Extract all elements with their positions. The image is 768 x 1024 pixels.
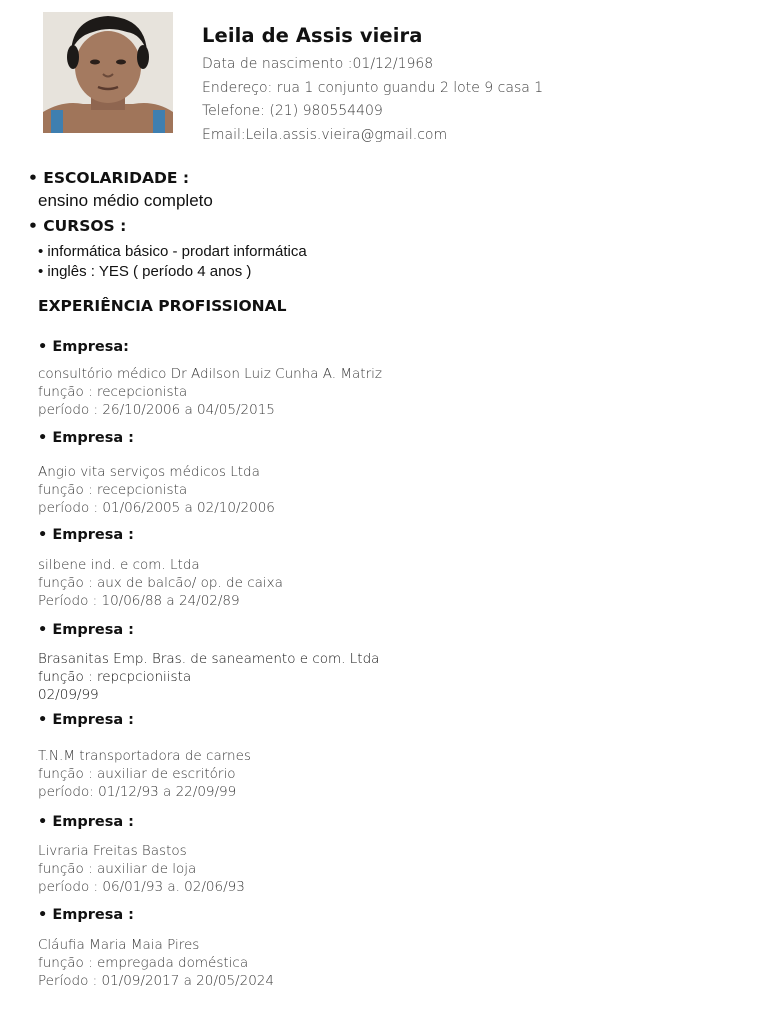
job-company: Livraria Freitas Bastos bbox=[38, 843, 187, 859]
job-period: período: 01/12/93 a 22/09/99 bbox=[38, 784, 237, 800]
job-label: • Empresa : bbox=[38, 814, 134, 830]
job-label: • Empresa : bbox=[38, 907, 134, 923]
person-name: Leila de Assis vieira bbox=[202, 24, 423, 47]
contact-header bbox=[202, 24, 543, 147]
job-period: Período : 01/09/2017 a 20/05/2024 bbox=[38, 973, 274, 989]
courses-heading: • CURSOS : bbox=[28, 217, 127, 235]
course-item: • informática básico - prodart informática bbox=[38, 243, 307, 260]
education-value: ensino médio completo bbox=[38, 191, 213, 210]
job-label: • Empresa: bbox=[38, 339, 129, 355]
experience-heading: EXPERIÊNCIA PROFISSIONAL bbox=[38, 297, 287, 315]
job-company: Angio vita serviços médicos Ltda bbox=[38, 464, 260, 480]
course-item: • inglês : YES ( período 4 anos ) bbox=[38, 263, 252, 280]
job-role: função : recepcionista bbox=[38, 384, 188, 400]
job-entry bbox=[38, 556, 283, 610]
job-entry bbox=[38, 936, 274, 990]
job-period: 02/09/99 bbox=[38, 687, 99, 703]
job-label: • Empresa : bbox=[38, 622, 134, 638]
job-company: consultório médico Dr Adilson Luiz Cunha A. Matriz bbox=[38, 366, 382, 382]
address: Endereço: rua 1 conjunto guandu 2 lote 9 casa 1 bbox=[202, 79, 544, 96]
job-label: • Empresa : bbox=[38, 527, 134, 543]
job-role: função : auxiliar de escritório bbox=[38, 766, 236, 782]
job-role: função : aux de balcão/ op. de caixa bbox=[38, 575, 283, 591]
job-role: função : auxiliar de loja bbox=[38, 861, 197, 877]
job-entry bbox=[38, 365, 382, 419]
profile-photo bbox=[43, 12, 173, 133]
job-label: • Empresa : bbox=[38, 712, 134, 728]
job-period: Período : 10/06/88 a 24/02/89 bbox=[38, 593, 240, 609]
job-company: silbene ind. e com. Ltda bbox=[38, 557, 200, 573]
job-role: função : recepcionista bbox=[38, 482, 188, 498]
job-company: Brasanitas Emp. Bras. de saneamento e com. Ltda bbox=[38, 651, 380, 667]
phone: Telefone: (21) 980554409 bbox=[202, 103, 383, 119]
job-entry bbox=[38, 463, 275, 517]
job-label: • Empresa : bbox=[38, 430, 134, 446]
job-entry bbox=[38, 842, 245, 896]
job-entry bbox=[38, 650, 379, 704]
job-role: função : repcpcioniista bbox=[38, 669, 192, 685]
job-role: função : empregada doméstica bbox=[38, 955, 249, 971]
job-period: período : 01/06/2005 a 02/10/2006 bbox=[38, 500, 275, 516]
birth-date: Data de nascimento :01/12/1968 bbox=[202, 56, 434, 72]
job-company: Cláufia Maria Maia Pires bbox=[38, 937, 200, 953]
job-company: T.N.M transportadora de carnes bbox=[38, 748, 251, 764]
email: Email:Leila.assis.vieira@gmail.com bbox=[202, 126, 448, 143]
job-period: período : 26/10/2006 a 04/05/2015 bbox=[38, 402, 275, 418]
job-entry bbox=[38, 747, 251, 801]
job-period: período : 06/01/93 a. 02/06/93 bbox=[38, 879, 245, 895]
education-heading: • ESCOLARIDADE : bbox=[28, 169, 190, 187]
